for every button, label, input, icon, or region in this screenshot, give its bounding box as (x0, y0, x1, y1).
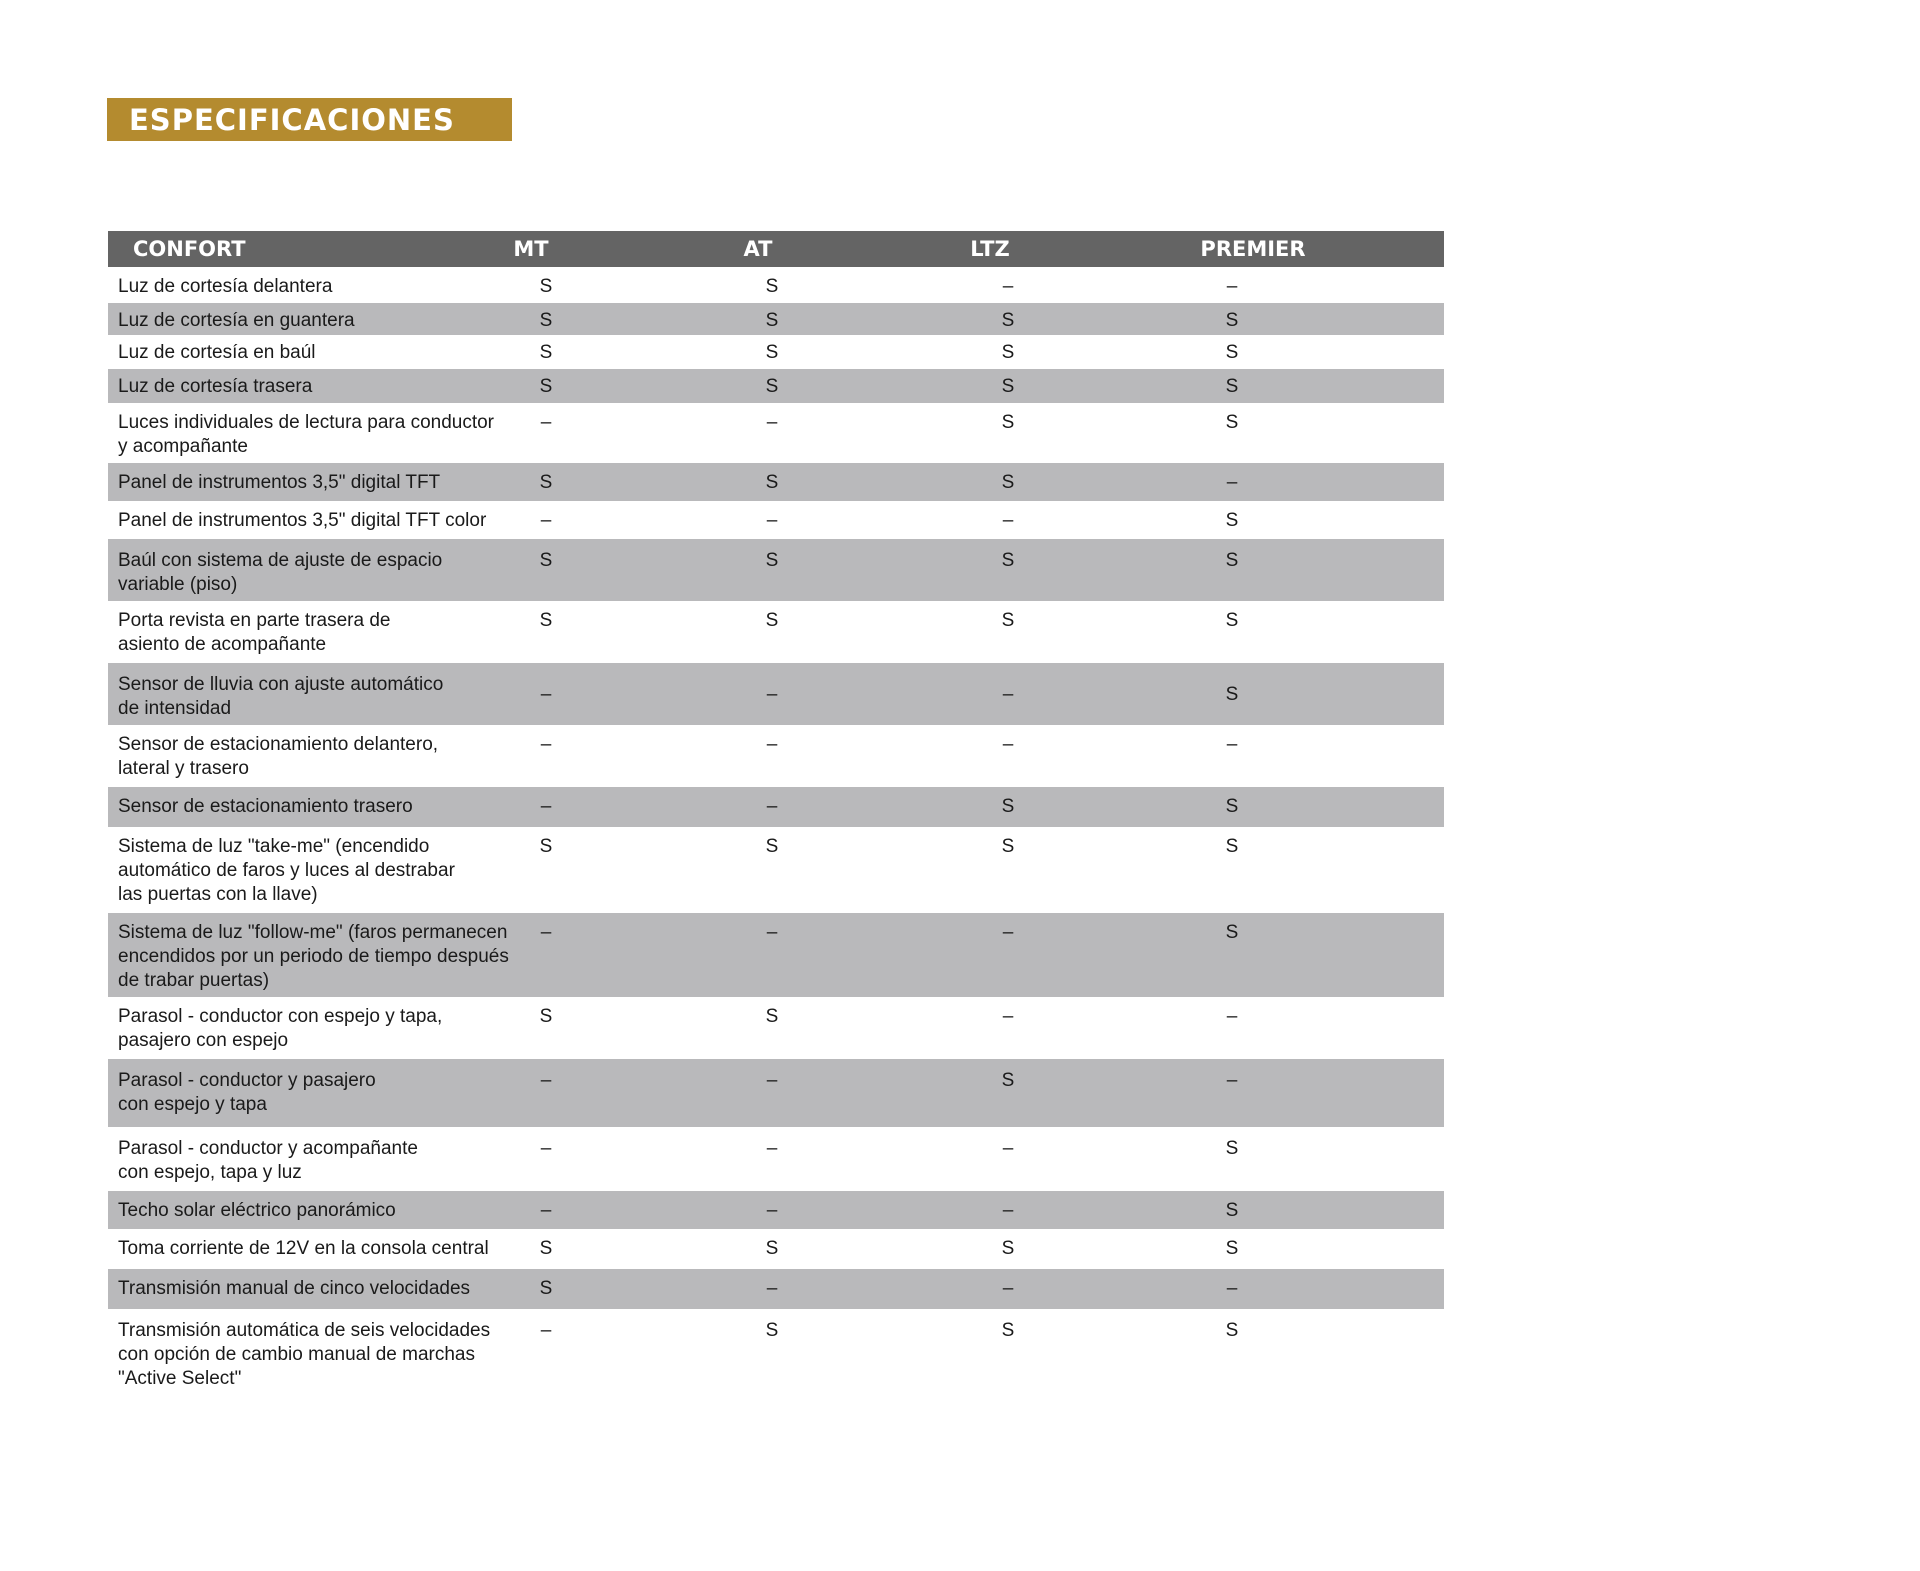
value-mt: S (539, 1006, 553, 1027)
value-mt: S (539, 376, 553, 397)
value-mt: S (539, 276, 553, 297)
value-premier: S (1225, 310, 1239, 331)
value-mt: S (539, 310, 553, 331)
value-ltz: – (1002, 1006, 1014, 1027)
feature-label: Parasol - conductor con espejo y tapa, pasajero con espejo (118, 1006, 443, 1051)
value-ltz: – (1002, 684, 1014, 705)
value-ltz: S (1001, 1070, 1015, 1091)
value-ltz: S (1001, 796, 1015, 817)
value-ltz: S (1001, 310, 1015, 331)
value-mt: – (540, 1070, 552, 1091)
spec-table (108, 231, 1444, 1391)
value-at: S (765, 610, 779, 631)
value-at: – (766, 1138, 778, 1159)
value-mt: S (539, 472, 553, 493)
feature-label: Luz de cortesía en guantera (118, 310, 355, 331)
value-premier: S (1225, 412, 1239, 433)
table-row (108, 997, 1444, 1059)
table-row (108, 601, 1444, 663)
table-row (108, 725, 1444, 787)
feature-label: Panel de instrumentos 3,5" digital TFT (118, 472, 441, 493)
value-premier: – (1226, 472, 1238, 493)
feature-label: Luz de cortesía delantera (118, 276, 333, 297)
value-mt: S (539, 1278, 553, 1299)
value-premier: S (1225, 836, 1239, 857)
header-ltz: LTZ (970, 237, 1010, 261)
value-at: S (765, 342, 779, 363)
value-mt: S (539, 550, 553, 571)
value-premier: S (1225, 342, 1239, 363)
value-ltz: – (1002, 1138, 1014, 1159)
value-ltz: – (1002, 922, 1014, 943)
value-at: – (766, 510, 778, 531)
value-at: – (766, 1278, 778, 1299)
value-mt: S (539, 610, 553, 631)
value-ltz: S (1001, 1238, 1015, 1259)
value-premier: S (1225, 684, 1239, 705)
value-at: – (766, 796, 778, 817)
value-premier: S (1225, 1238, 1239, 1259)
table-row (108, 1269, 1444, 1309)
feature-label: Parasol - conductor y acompañante con espejo, tapa y luz (118, 1138, 418, 1183)
table-row (108, 403, 1444, 463)
feature-label: Sensor de estacionamiento delantero, lateral y trasero (118, 734, 439, 779)
value-mt: – (540, 1138, 552, 1159)
value-ltz: S (1001, 1320, 1015, 1341)
value-at: S (765, 376, 779, 397)
feature-label: Panel de instrumentos 3,5" digital TFT color (118, 510, 487, 531)
value-ltz: – (1002, 1200, 1014, 1221)
table-row (108, 539, 1444, 601)
value-ltz: – (1002, 510, 1014, 531)
table-row (108, 1059, 1444, 1127)
value-premier: S (1225, 376, 1239, 397)
value-mt: – (540, 684, 552, 705)
table-body (108, 267, 1444, 1391)
value-ltz: S (1001, 836, 1015, 857)
value-at: S (765, 550, 779, 571)
value-premier: S (1225, 1138, 1239, 1159)
value-mt: – (540, 796, 552, 817)
table-row (108, 303, 1444, 335)
header-premier: PREMIER (1200, 237, 1306, 261)
value-ltz: S (1001, 376, 1015, 397)
feature-label: Luces individuales de lectura para conductor y acompañante (118, 412, 495, 457)
table-row (108, 463, 1444, 501)
value-at: S (765, 310, 779, 331)
value-at: – (766, 734, 778, 755)
feature-label: Sistema de luz "follow-me" (faros permanecen encendidos por un periodo de tiempo después de trabar puertas) (118, 922, 509, 991)
section-banner (107, 98, 512, 141)
value-ltz: S (1001, 412, 1015, 433)
feature-label: Transmisión automática de seis velocidades con opción de cambio manual de marchas "Active Select" (118, 1320, 491, 1389)
value-premier: S (1225, 796, 1239, 817)
value-at: – (766, 922, 778, 943)
feature-label: Sistema de luz "take-me" (encendido automático de faros y luces al destrabar las puertas con la llave) (118, 836, 455, 905)
value-mt: – (540, 510, 552, 531)
value-at: S (765, 1320, 779, 1341)
table-row (108, 501, 1444, 539)
value-premier: – (1226, 276, 1238, 297)
table-row (108, 1127, 1444, 1191)
feature-label: Baúl con sistema de ajuste de espacio variable (piso) (118, 550, 443, 595)
value-ltz: S (1001, 342, 1015, 363)
value-at: S (765, 836, 779, 857)
section-title: ESPECIFICACIONES (129, 102, 455, 137)
value-ltz: S (1001, 550, 1015, 571)
value-premier: – (1226, 1070, 1238, 1091)
value-premier: S (1225, 1200, 1239, 1221)
feature-label: Sensor de lluvia con ajuste automático de intensidad (118, 674, 444, 719)
value-at: S (765, 1238, 779, 1259)
value-premier: S (1225, 510, 1239, 531)
feature-label: Transmisión manual de cinco velocidades (118, 1278, 471, 1299)
table-row (108, 267, 1444, 303)
feature-label: Porta revista en parte trasera de asiento de acompañante (118, 610, 391, 655)
value-mt: – (540, 1200, 552, 1221)
value-premier: – (1226, 734, 1238, 755)
value-at: S (765, 1006, 779, 1027)
value-mt: – (540, 922, 552, 943)
value-mt: S (539, 1238, 553, 1259)
feature-label: Toma corriente de 12V en la consola central (118, 1238, 489, 1259)
value-ltz: S (1001, 472, 1015, 493)
value-mt: – (540, 734, 552, 755)
header-at: AT (743, 237, 773, 261)
value-at: S (765, 472, 779, 493)
table-row (108, 335, 1444, 369)
table-row (108, 1229, 1444, 1269)
table-row (108, 827, 1444, 913)
value-ltz: – (1002, 276, 1014, 297)
value-at: – (766, 684, 778, 705)
value-premier: S (1225, 922, 1239, 943)
value-ltz: – (1002, 1278, 1014, 1299)
value-mt: S (539, 342, 553, 363)
table-row (108, 663, 1444, 725)
value-at: – (766, 412, 778, 433)
value-premier: S (1225, 1320, 1239, 1341)
value-premier: – (1226, 1278, 1238, 1299)
value-mt: S (539, 836, 553, 857)
value-at: – (766, 1200, 778, 1221)
value-premier: S (1225, 550, 1239, 571)
feature-label: Techo solar eléctrico panorámico (118, 1200, 396, 1221)
value-premier: S (1225, 610, 1239, 631)
feature-label: Sensor de estacionamiento trasero (118, 796, 413, 817)
value-ltz: – (1002, 734, 1014, 755)
feature-label: Luz de cortesía trasera (118, 376, 313, 397)
value-at: S (765, 276, 779, 297)
table-row (108, 913, 1444, 997)
table-row (108, 1191, 1444, 1229)
feature-label: Parasol - conductor y pasajero con espejo y tapa (118, 1070, 376, 1115)
value-mt: – (540, 1320, 552, 1341)
table-row (108, 369, 1444, 403)
header-mt: MT (513, 237, 549, 261)
table-row (108, 787, 1444, 827)
value-ltz: S (1001, 610, 1015, 631)
value-premier: – (1226, 1006, 1238, 1027)
header-category: CONFORT (133, 237, 246, 261)
table-row (108, 1309, 1444, 1391)
value-mt: – (540, 412, 552, 433)
table-header (108, 231, 1444, 267)
value-at: – (766, 1070, 778, 1091)
feature-label: Luz de cortesía en baúl (118, 342, 316, 363)
